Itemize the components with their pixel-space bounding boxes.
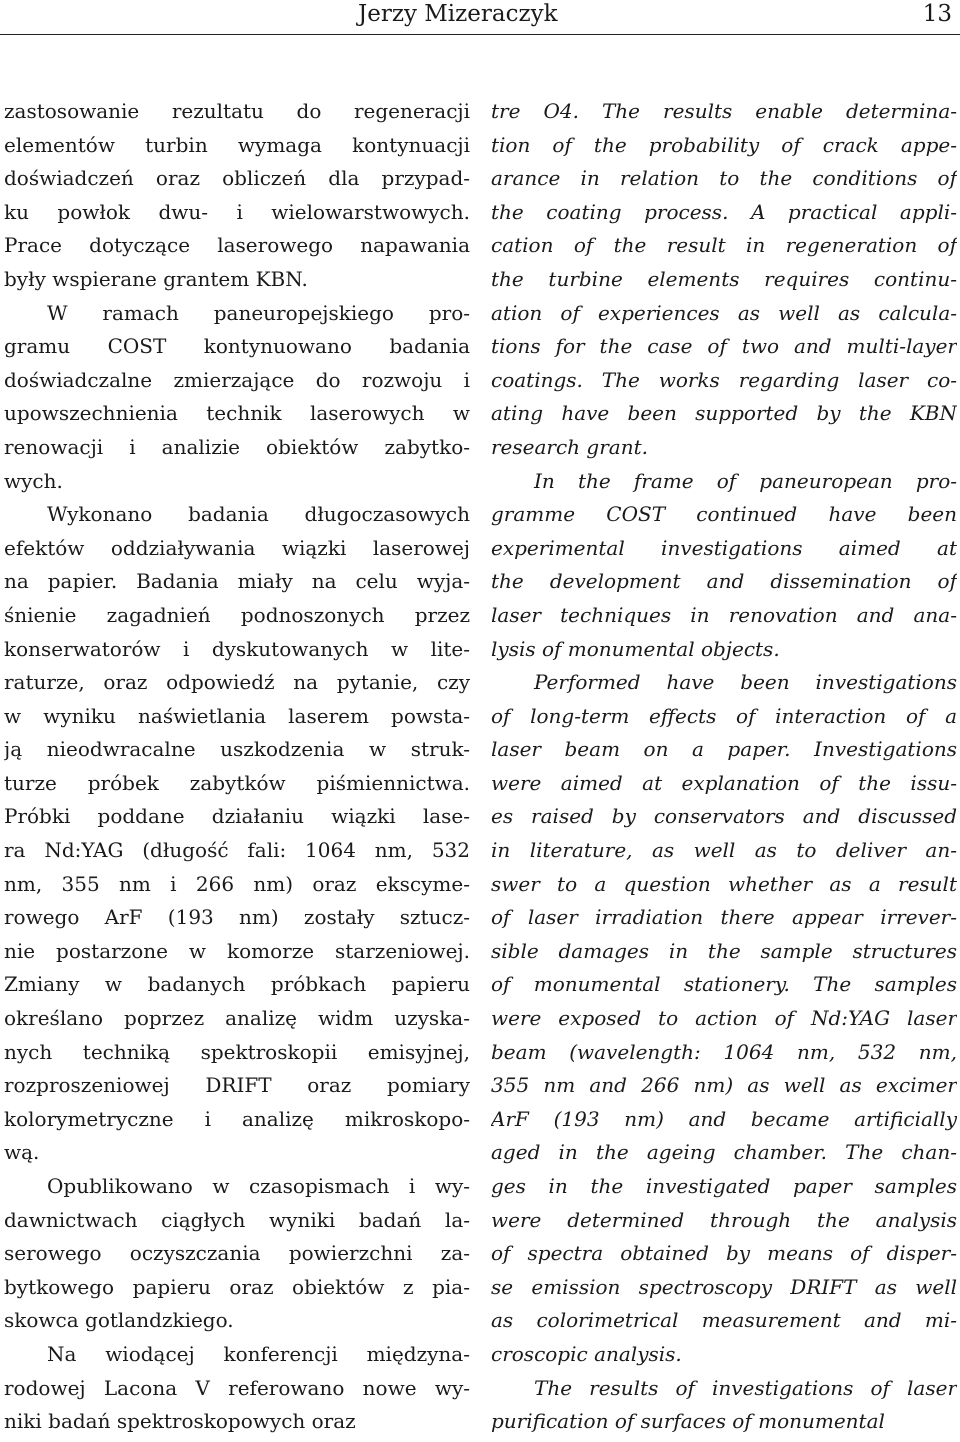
english-text-line: sible damages in the sample structures <box>491 938 957 963</box>
english-text-line: of spectra obtained by means of disper- <box>491 1241 957 1266</box>
english-text-line: ges in the investigated paper samples <box>491 1174 957 1198</box>
english-text-line: of laser irradiation there appear irrever- <box>491 905 957 930</box>
polish-text-line: zastosowanie rezultatu do regeneracji <box>4 99 470 123</box>
polish-text-line: dawnictwach ciągłych wyniki badań la- <box>4 1207 470 1232</box>
english-text-line: purification of surfaces of monumental <box>491 1409 885 1434</box>
polish-text-line: rowego ArF (193 nm) zostały sztucz- <box>4 905 470 930</box>
english-text-line: of monumental stationery. The samples <box>491 972 957 997</box>
english-text-line: laser techniques in renovation and ana- <box>491 602 957 627</box>
english-text-line: the coating process. A practical appli- <box>491 199 957 224</box>
english-text-line: were determined through the analysis <box>491 1207 957 1232</box>
polish-text-line: konserwatorów i dyskutowanych w lite- <box>4 636 470 661</box>
polish-text-line: ją nieodwracalne uszkodzenia w struk- <box>4 737 470 762</box>
polish-text-line: śnienie zagadnień podnoszonych przez <box>4 602 470 627</box>
english-text-line: beam (wavelength: 1064 nm, 532 nm, <box>491 1039 957 1064</box>
english-text-line: in literature, as well as to deliver an- <box>491 838 957 863</box>
polish-text-line: Na wiodącej konferencji międzyna- <box>47 1341 470 1366</box>
english-text-column <box>491 95 957 1439</box>
english-text-line: were aimed at explanation of the issu- <box>491 770 957 795</box>
english-text-line: 355 nm and 266 nm) as well as excimer <box>491 1073 957 1098</box>
english-text-line: In the frame of paneuropean pro- <box>534 468 957 493</box>
english-text-line: croscopic analysis. <box>491 1341 682 1366</box>
polish-text-line: Wykonano badania długoczasowych <box>47 502 470 527</box>
polish-text-line: rozproszeniowej DRIFT oraz pomiary <box>4 1073 470 1098</box>
english-text-line: experimental investigations aimed at <box>491 535 957 560</box>
english-text-line: aged in the ageing chamber. The chan- <box>491 1140 957 1165</box>
polish-text-line: doświadczalne zmierzające do rozwoju i <box>4 367 470 392</box>
english-text-line: were exposed to action of Nd:YAG laser <box>491 1006 957 1031</box>
page-header <box>0 0 960 36</box>
polish-text-line: nie postarzone w komorze starzeniowej. <box>4 938 470 963</box>
polish-text-line: Zmiany w badanych próbkach papieru <box>4 972 470 997</box>
polish-text-line: Opublikowano w czasopismach i wy- <box>47 1174 470 1198</box>
polish-text-line: wą. <box>4 1140 40 1165</box>
polish-text-line: były wspierane grantem KBN. <box>4 266 308 291</box>
polish-text-line: Próbki poddane działaniu wiązki lase- <box>4 804 470 829</box>
polish-text-line: serowego oczyszczania powierzchni za- <box>4 1241 470 1266</box>
english-text-line: laser beam on a paper. Investigations <box>491 737 957 762</box>
polish-text-line: na papier. Badania miały na celu wyja- <box>4 569 470 594</box>
polish-text-line: Prace dotyczące laserowego napawania <box>4 233 470 258</box>
english-text-line: se emission spectroscopy DRIFT as well <box>491 1274 957 1299</box>
english-text-line: research grant. <box>491 434 648 459</box>
english-text-line: arance in relation to the conditions of <box>491 166 957 191</box>
english-text-line: ArF (193 nm) and became artificially <box>491 1106 957 1131</box>
english-text-line: coatings. The works regarding laser co- <box>491 367 957 392</box>
english-text-line: the development and dissemination of <box>491 569 957 594</box>
english-text-line: of long-term effects of interaction of a <box>491 703 957 728</box>
polish-text-line: skowca gotlandzkiego. <box>4 1308 234 1333</box>
polish-text-line: turze próbek zabytków piśmiennictwa. <box>4 770 470 795</box>
polish-text-line: bytkowego papieru oraz obiektów z pia- <box>4 1274 470 1299</box>
polish-text-line: renowacji i analizie obiektów zabytko- <box>4 434 470 459</box>
polish-text-line: rodowej Lacona V referowano nowe wy- <box>4 1375 470 1400</box>
polish-text-line: nm, 355 nm i 266 nm) oraz ekscyme- <box>4 871 470 896</box>
english-text-line: swer to a question whether as a result <box>491 871 957 896</box>
english-text-line: cation of the result in regeneration of <box>491 233 957 258</box>
polish-text-line: w wyniku naświetlania laserem powsta- <box>4 703 470 728</box>
polish-text-line: ku powłok dwu- i wielowarstwowych. <box>4 199 470 224</box>
polish-text-line: wych. <box>4 468 63 493</box>
english-text-line: tre O4. The results enable determina- <box>491 99 957 123</box>
polish-text-line: elementów turbin wymaga kontynuacji <box>4 132 470 157</box>
polish-text-line: niki badań spektroskopowych oraz <box>4 1409 356 1434</box>
polish-text-line: W ramach paneuropejskiego pro- <box>47 300 470 325</box>
english-text-line: Performed have been investigations <box>534 670 957 695</box>
polish-text-line: gramu COST kontynuowano badania <box>4 334 470 359</box>
english-text-line: ation of experiences as well as calcula- <box>491 300 957 325</box>
polish-text-line: doświadczeń oraz obliczeń dla przypad- <box>4 166 470 191</box>
polish-text-line: raturze, oraz odpowiedź na pytanie, czy <box>4 670 470 695</box>
english-text-line: lysis of monumental objects. <box>491 636 780 661</box>
polish-text-line: efektów oddziaływania wiązki laserowej <box>4 535 470 560</box>
english-text-line: as colorimetrical measurement and mi- <box>491 1308 957 1333</box>
english-text-line: es raised by conservators and discussed <box>491 804 957 829</box>
english-text-line: The results of investigations of laser <box>534 1375 957 1400</box>
polish-text-column <box>4 95 470 1439</box>
polish-text-line: kolorymetryczne i analizę mikroskopo- <box>4 1106 470 1131</box>
english-text-line: tions for the case of two and multi-layer <box>491 334 957 359</box>
header-rule <box>0 34 960 35</box>
page-number: 13 <box>922 1 952 27</box>
english-text-line: tion of the probability of crack appe- <box>491 132 957 157</box>
english-text-line: the turbine elements requires continu- <box>491 266 957 291</box>
running-head-author: Jerzy Mizeraczyk <box>358 1 558 27</box>
polish-text-line: określano poprzez analizę widm uzyska- <box>4 1006 470 1031</box>
english-text-line: ating have been supported by the KBN <box>491 401 957 426</box>
polish-text-line: upowszechnienia technik laserowych w <box>4 401 470 426</box>
polish-text-line: nych techniką spektroskopii emisyjnej, <box>4 1039 470 1064</box>
english-text-line: gramme COST continued have been <box>491 502 957 527</box>
polish-text-line: ra Nd:YAG (długość fali: 1064 nm, 532 <box>4 838 470 863</box>
